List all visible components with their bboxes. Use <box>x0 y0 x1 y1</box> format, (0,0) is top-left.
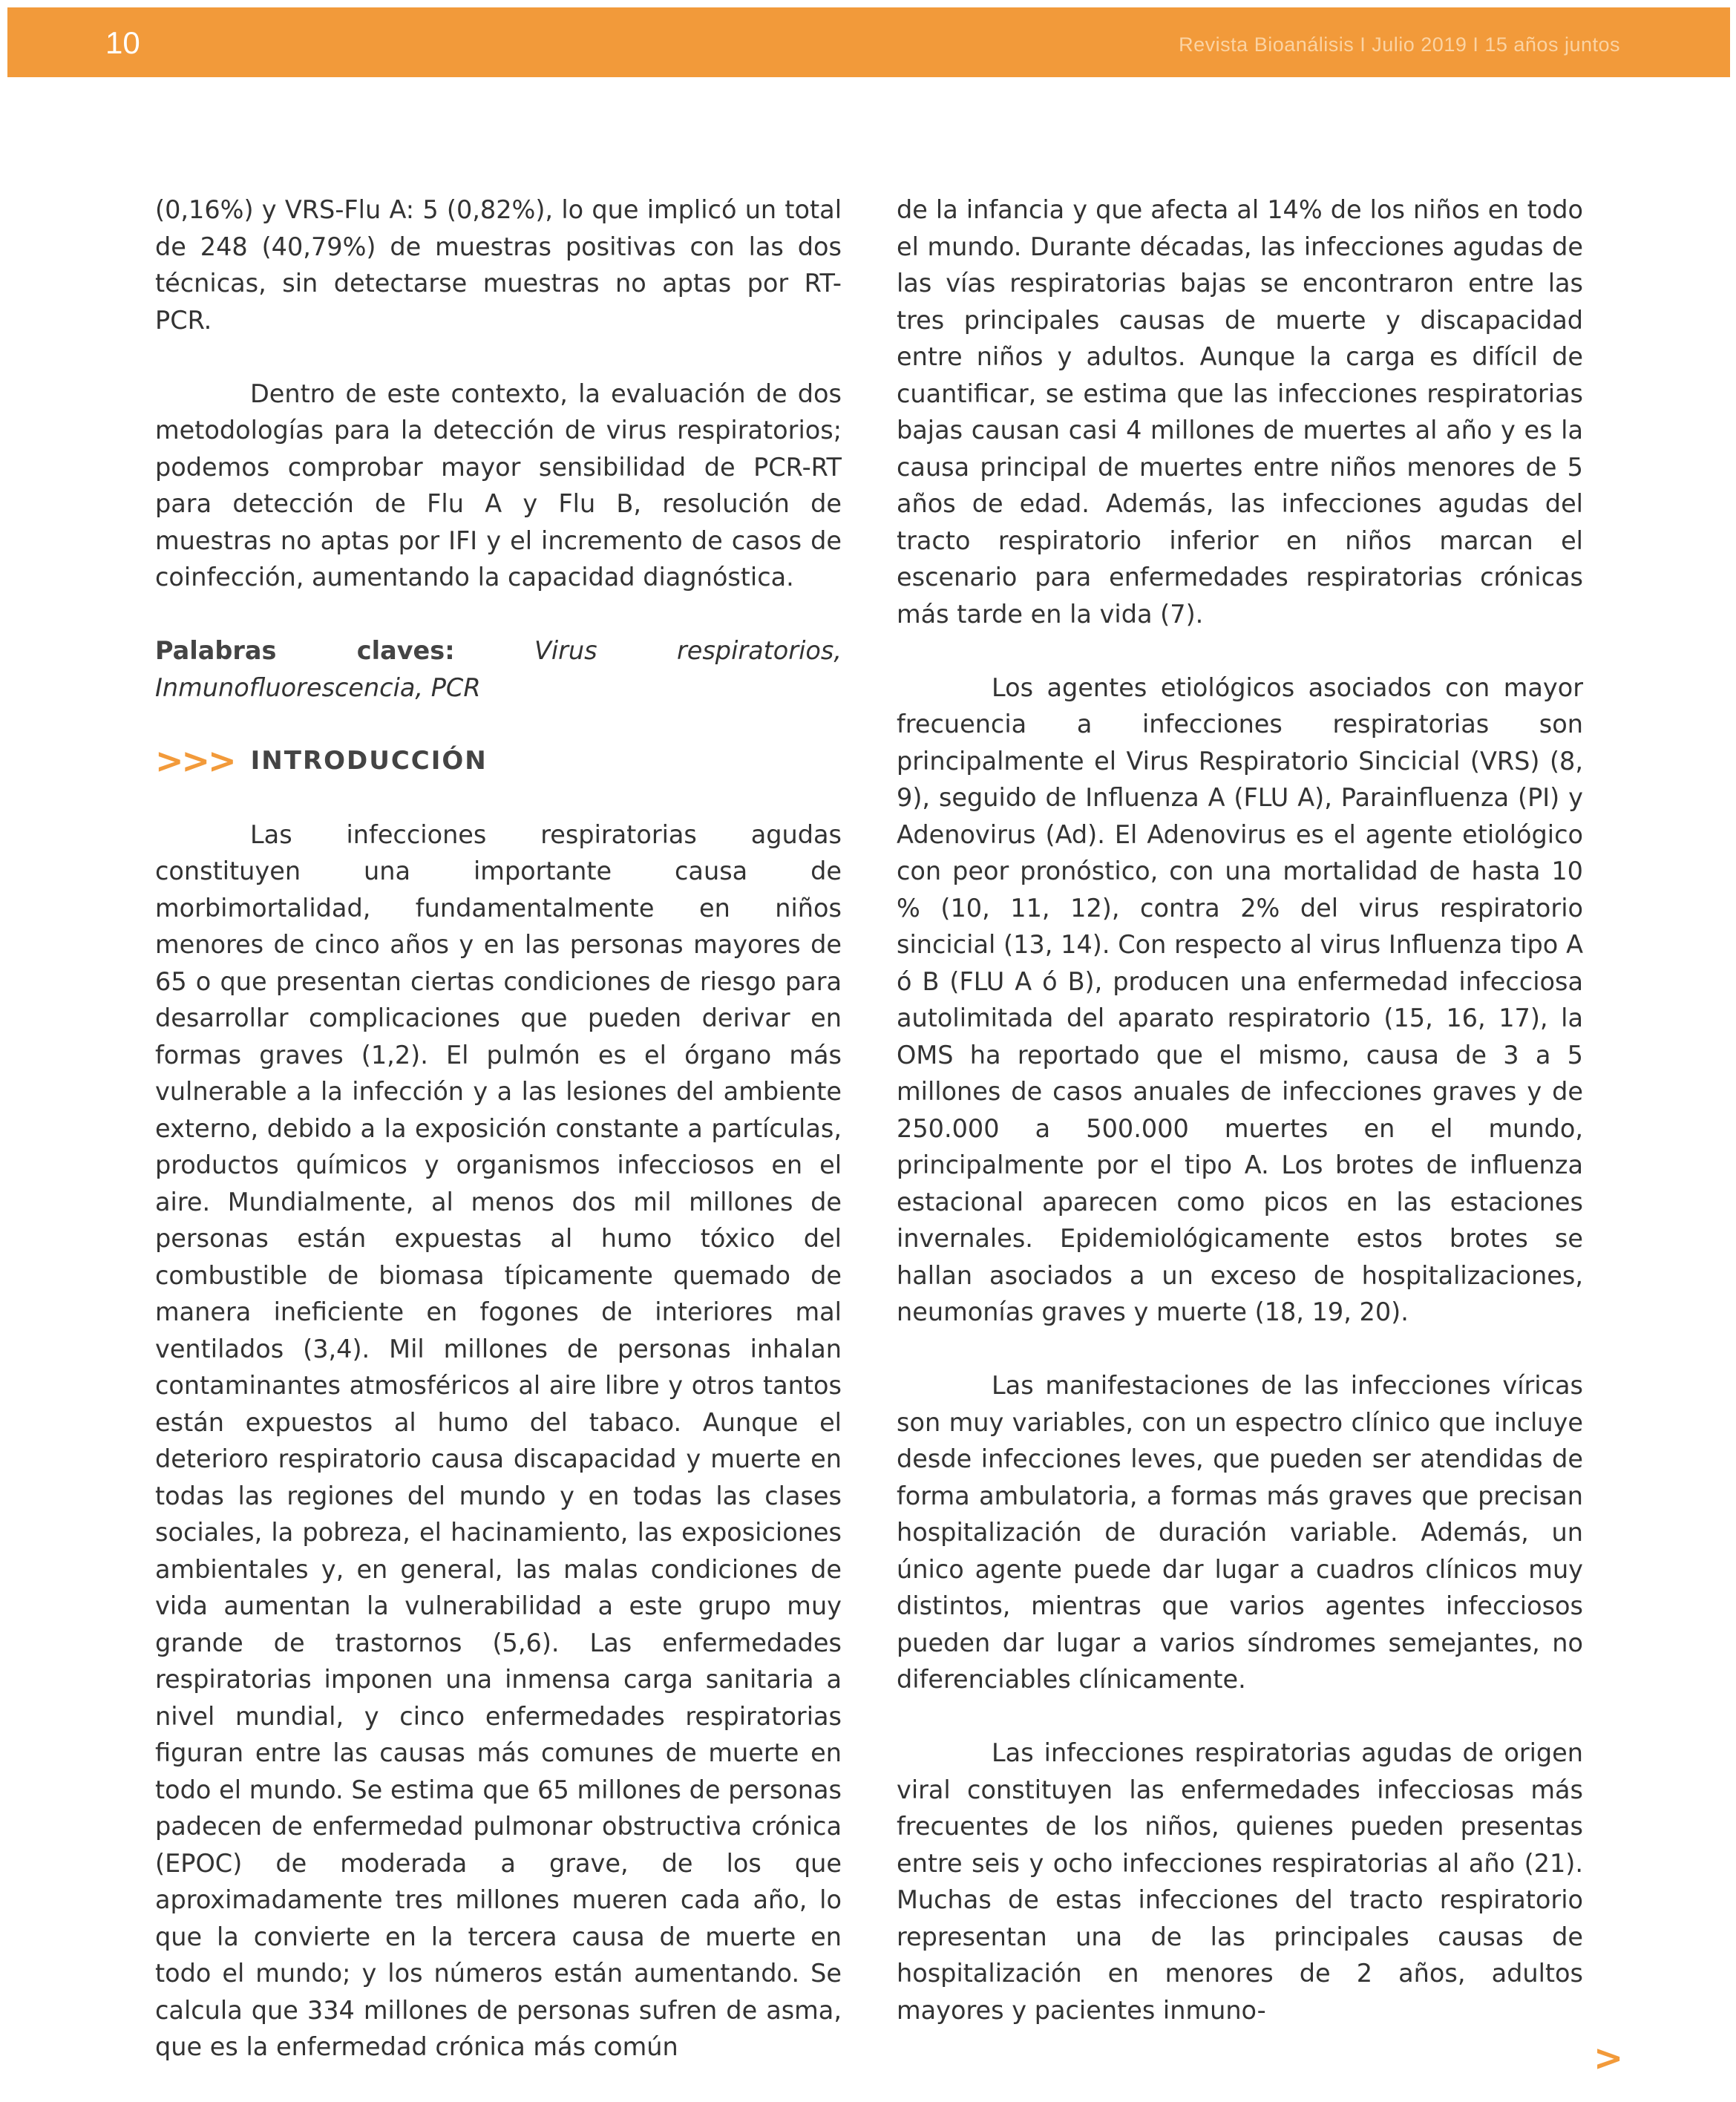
running-head: Revista Bioanálisis I Julio 2019 I 15 años juntos <box>1179 33 1620 56</box>
paragraph: Las infecciones respiratorias agudas constituyen una importante causa de morbimortalidad, fundamentalmente en niños menores de cinco años y en las personas mayores de 65 o que presentan ciertas condiciones de riesgo para desarrollar complicaciones que pueden derivar en formas graves (1,2). El pulmón es el órgano más vulnerable a la infección y a las lesiones del ambiente externo, debido a la exposición constante a partículas, productos químicos y organismos infecciosos en el aire. Mundialmente, al menos dos mil millones de personas están expuestas al humo tóxico del combustible de biomasa típicamente quemado de manera ineficiente en fogones de interiores mal ventilados (3,4). Mil millones de personas inhalan contaminantes atmosféricos al aire libre y otros tantos están expuestos al humo del tabaco. Aunque el deterioro respiratorio causa discapacidad y muerte en todas las regiones del mundo y en todas las clases sociales, la pobreza, el hacinamiento, las exposiciones ambientales y, en general, las malas condiciones de vida aumentan la vulnerabilidad a este grupo muy grande de trastornos (5,6). Las enfermedades respiratorias imponen una inmensa carga sanitaria a nivel mundial, y cinco enfermedades respiratorias figuran entre las causas más comunes de muerte en todo el mundo. Se estima que 65 millones de personas padecen de enfermedad pulmonar obstructiva crónica (EPOC) de moderada a grave, de los que aproximadamente tres millones mueren cada año, lo que la convierte en la tercera causa de muerte en todo el mundo; y los números están aumentando. Se calcula que 334 millones de personas sufren de asma, que es la enfermedad crónica más común <box>155 819 842 2061</box>
section-title: INTRODUCCIÓN <box>250 745 488 776</box>
page-number: 10 <box>105 25 140 60</box>
paragraph: Las manifestaciones de las infecciones víricas son muy variables, con un espectro clínico que incluye desde infecciones leves, que pueden ser atendidas de forma ambulatoria, a formas más graves que precisan hospitalización de duración variable. Además, un único agente puede dar lugar a cuadros clínicos muy distintos, mientras que varios agentes infecciosos pueden dar lugar a varios síndromes semejantes, no diferenciables clínicamente. <box>897 1371 1583 1694</box>
keywords-value: Virus respiratorios, Inmunofluorescencia, PCR <box>155 636 842 702</box>
keywords-label: Palabras claves: <box>155 636 455 665</box>
keywords <box>155 632 842 706</box>
triple-chevron-icon: >>> <box>155 740 235 781</box>
left-column <box>155 191 842 2102</box>
paragraph: Dentro de este contexto, la evaluación de dos metodologías para la detección de virus respiratorios; podemos comprobar mayor sensibilidad de PCR-RT para detección de Flu A y Flu B, resolución de muestras no aptas por IFI y el incremento de casos de coinfección, aumentando la capacidad diagnóstica. <box>155 379 842 592</box>
paragraph: (0,16%) y VRS-Flu A: 5 (0,82%), lo que implicó un total de 248 (40,79%) de muestras positivas con las dos técnicas, sin detectarse muestras no aptas por RT-PCR. <box>155 195 842 335</box>
next-page-arrow-icon[interactable]: > <box>1593 2037 1624 2079</box>
section-heading <box>155 740 842 781</box>
paragraph: Los agentes etiológicos asociados con mayor frecuencia a infecciones respiratorias son principalmente el Virus Respiratorio Sincicial (VRS) (8, 9), seguido de Influenza A (FLU A), Parainfluenza (PI) y Adenovirus (Ad). El Adenovirus es el agente etiológico con peor pronóstico, con una mortalidad de hasta 10 % (10, 11, 12), contra 2% del virus respiratorio sincicial (13, 14). Con respecto al virus Influenza tipo A ó B (FLU A ó B), producen una enfermedad infecciosa autolimitada del aparato respiratorio (15, 16, 17), la OMS ha reportado que el mismo, causa de 3 a 5 millones de casos anuales de infecciones graves y de 250.000 a 500.000 muertes en el mundo, principalmente por el tipo A. Los brotes de influenza estacional aparecen como picos en las estaciones invernales. Epidemiológicamente estos brotes se hallan asociados a un exceso de hospitalizaciones, neumonías graves y muerte (18, 19, 20). <box>897 672 1583 1326</box>
page-header-bar <box>7 7 1730 77</box>
right-column <box>897 191 1583 2066</box>
paragraph: de la infancia y que afecta al 14% de los niños en todo el mundo. Durante décadas, las infecciones agudas de las vías respiratorias bajas se encontraron entre las tres principales causas de muerte y discapacidad entre niños y adultos. Aunque la carga es difícil de cuantificar, se estima que las infecciones respiratorias bajas causan casi 4 millones de muertes al año y es la causa principal de muertes entre niños menores de 5 años de edad. Además, las infecciones agudas del tracto respiratorio inferior en niños marcan el escenario para enfermedades respiratorias crónicas más tarde en la vida (7). <box>897 195 1583 629</box>
paragraph: Las infecciones respiratorias agudas de origen viral constituyen las enfermedades infecciosas más frecuentes de los niños, quienes pueden presentas entre seis y ocho infecciones respiratorias al año (21). Muchas de estas infecciones del tracto respiratorio representan una de las principales causas de hospitalización en menores de 2 años, adultos mayores y pacientes inmuno- <box>897 1738 1583 2025</box>
